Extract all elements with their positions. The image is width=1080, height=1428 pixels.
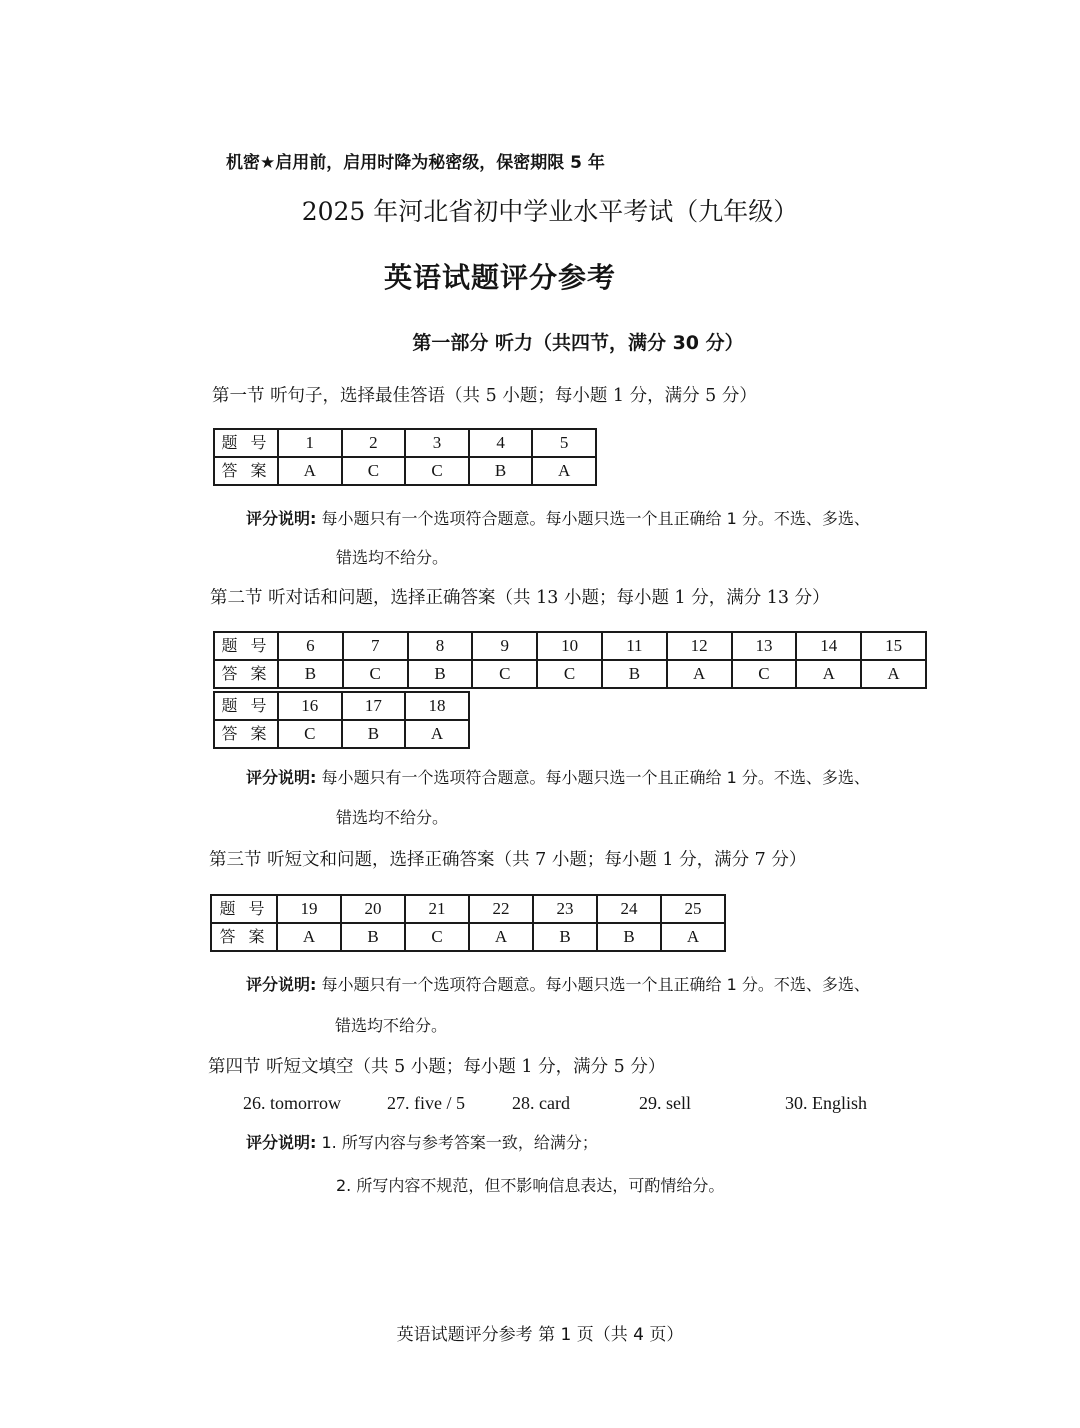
- answer-header: 答 案: [211, 923, 277, 951]
- note-text: 每小题只有一个选项符合题意。每小题只选一个且正确给 1 分。不选、多选、: [321, 975, 870, 994]
- question-number: 2: [342, 429, 406, 457]
- answer-cell: B: [278, 660, 343, 688]
- answer-cell: C: [278, 720, 342, 748]
- question-number: 21: [405, 895, 469, 923]
- section3-note-cont: 错选均不给分。: [335, 1016, 448, 1035]
- answer-cell: B: [341, 923, 405, 951]
- table-row: [211, 895, 725, 923]
- section2-title: 第二节 听对话和问题，选择正确答案（共 13 小题；每小题 1 分，满分 13 分）: [210, 588, 830, 608]
- answer-cell: B: [469, 457, 533, 485]
- question-number: 11: [602, 632, 667, 660]
- question-number: 12: [667, 632, 732, 660]
- table-row: [214, 632, 926, 660]
- qnum-header: 题 号: [214, 632, 278, 660]
- answer-cell: A: [861, 660, 926, 688]
- question-number: 1: [278, 429, 342, 457]
- answer-cell: B: [602, 660, 667, 688]
- fill-answer-27: 27. five / 5: [387, 1093, 465, 1113]
- question-number: 5: [532, 429, 596, 457]
- question-number: 15: [861, 632, 926, 660]
- table-row: [214, 660, 926, 688]
- question-number: 9: [472, 632, 537, 660]
- note-text: 每小题只有一个选项符合题意。每小题只选一个且正确给 1 分。不选、多选、: [321, 768, 870, 787]
- note-label: 评分说明:: [246, 768, 317, 787]
- answer-cell: A: [469, 923, 533, 951]
- question-number: 16: [278, 692, 342, 720]
- table-row: [214, 457, 596, 485]
- table-row: [214, 692, 469, 720]
- answer-cell: C: [537, 660, 602, 688]
- question-number: 4: [469, 429, 533, 457]
- note-text: 1. 所写内容与参考答案一致，给满分；: [321, 1133, 598, 1152]
- qnum-header: 题 号: [214, 429, 278, 457]
- section2-note: [246, 765, 870, 788]
- section3-title: 第三节 听短文和问题，选择正确答案（共 7 小题；每小题 1 分，满分 7 分）: [209, 850, 807, 870]
- question-number: 24: [597, 895, 661, 923]
- answer-cell: B: [408, 660, 473, 688]
- answer-cell: A: [405, 720, 469, 748]
- answer-cell: C: [405, 923, 469, 951]
- question-number: 17: [342, 692, 406, 720]
- question-number: 23: [533, 895, 597, 923]
- answer-cell: C: [343, 660, 408, 688]
- answer-cell: A: [667, 660, 732, 688]
- question-number: 7: [343, 632, 408, 660]
- question-number: 19: [277, 895, 341, 923]
- note-label: 评分说明:: [246, 1133, 317, 1152]
- section1-answer-table: [213, 428, 597, 486]
- table-row: [214, 429, 596, 457]
- question-number: 8: [408, 632, 473, 660]
- question-number: 20: [341, 895, 405, 923]
- answer-cell: A: [661, 923, 725, 951]
- section4-title: 第四节 听短文填空（共 5 小题；每小题 1 分，满分 5 分）: [208, 1057, 666, 1077]
- answer-cell: B: [533, 923, 597, 951]
- answer-header: 答 案: [214, 660, 278, 688]
- answer-header: 答 案: [214, 720, 278, 748]
- answer-cell: A: [278, 457, 342, 485]
- section2-note-cont: 错选均不给分。: [336, 808, 449, 827]
- section3-note: [246, 972, 870, 995]
- answer-cell: C: [405, 457, 469, 485]
- qnum-header: 题 号: [211, 895, 277, 923]
- section1-note-cont: 错选均不给分。: [336, 548, 449, 567]
- question-number: 3: [405, 429, 469, 457]
- table-row: [214, 720, 469, 748]
- answer-cell: B: [597, 923, 661, 951]
- question-number: 10: [537, 632, 602, 660]
- question-number: 6: [278, 632, 343, 660]
- question-number: 14: [796, 632, 861, 660]
- answer-cell: C: [472, 660, 537, 688]
- answer-cell: C: [342, 457, 406, 485]
- answer-cell: A: [532, 457, 596, 485]
- answer-cell: A: [277, 923, 341, 951]
- note-text: 每小题只有一个选项符合题意。每小题只选一个且正确给 1 分。不选、多选、: [321, 509, 870, 528]
- table-row: [211, 923, 725, 951]
- section2-answer-table-cont: [213, 691, 470, 749]
- qnum-header: 题 号: [214, 692, 278, 720]
- page-footer: 英语试题评分参考 第 1 页（共 4 页）: [396, 1325, 684, 1345]
- answer-header: 答 案: [214, 457, 278, 485]
- section1-title: 第一节 听句子，选择最佳答语（共 5 小题；每小题 1 分，满分 5 分）: [212, 386, 757, 406]
- answer-cell: C: [732, 660, 797, 688]
- exam-title: 2025 年河北省初中学业水平考试（九年级）: [301, 197, 799, 226]
- section2-answer-table: [213, 631, 927, 689]
- section3-answer-table: [210, 894, 726, 952]
- confidentiality-notice: 机密★启用前，启用时降为秘密级，保密期限 5 年: [226, 153, 605, 173]
- subject-title: 英语试题评分参考: [383, 261, 616, 294]
- section4-note: [246, 1130, 598, 1153]
- section4-note-cont: 2. 所写内容不规范，但不影响信息表达，可酌情给分。: [336, 1176, 725, 1195]
- section1-note: [246, 506, 870, 529]
- fill-answer-26: 26. tomorrow: [243, 1093, 341, 1113]
- answer-cell: B: [342, 720, 406, 748]
- part-title: 第一部分 听力（共四节，满分 30 分）: [412, 332, 744, 354]
- note-label: 评分说明:: [246, 509, 317, 528]
- answer-cell: A: [796, 660, 861, 688]
- fill-answer-30: 30. English: [785, 1093, 868, 1113]
- question-number: 22: [469, 895, 533, 923]
- fill-answer-28: 28. card: [512, 1093, 570, 1113]
- question-number: 25: [661, 895, 725, 923]
- question-number: 18: [405, 692, 469, 720]
- question-number: 13: [732, 632, 797, 660]
- fill-answer-29: 29. sell: [639, 1093, 691, 1113]
- note-label: 评分说明:: [246, 975, 317, 994]
